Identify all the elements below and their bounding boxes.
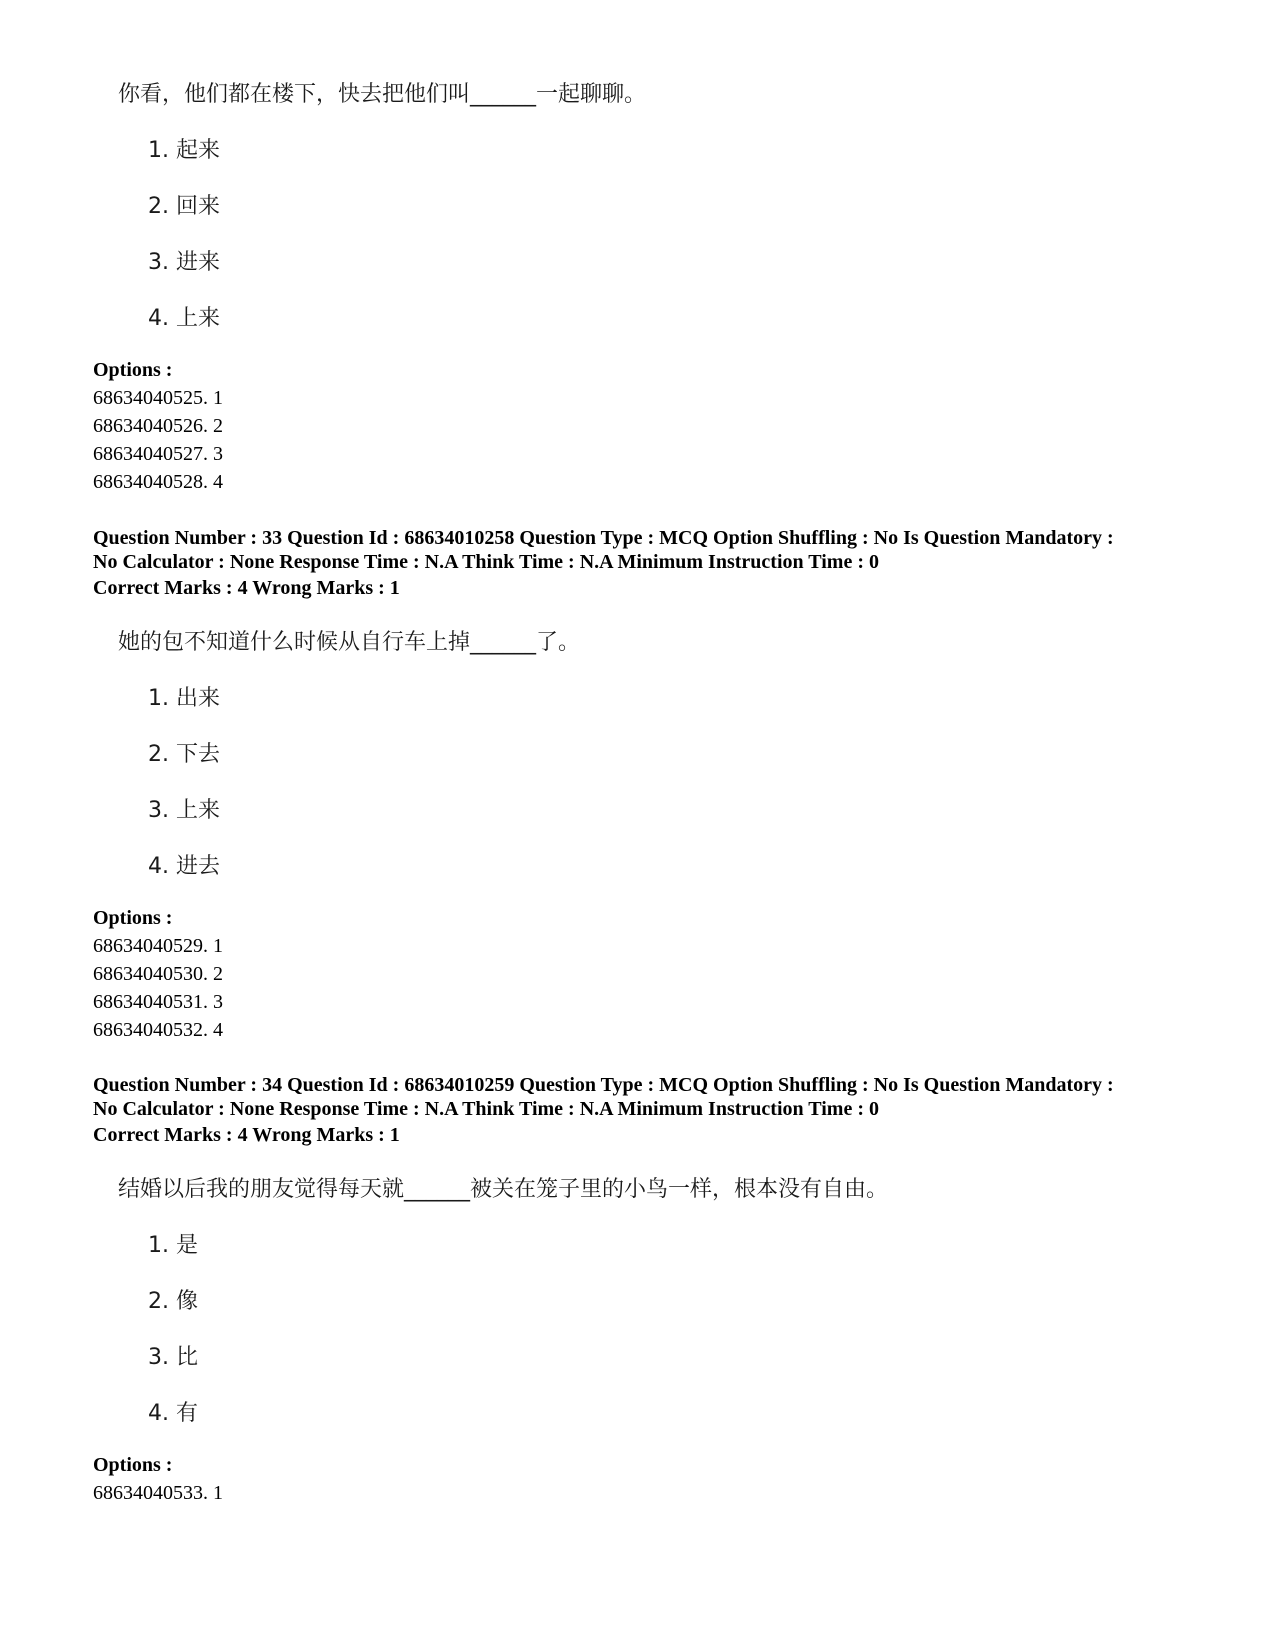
question-meta-line-1: Question Number : 34 Question Id : 68634010259 Question Type : MCQ Option Shuffling : No Is Question Mandatory : — [93, 1074, 1114, 1096]
option-id-4: 68634040528. 4 — [93, 471, 223, 493]
choice-2: 2. 下去 — [148, 742, 220, 767]
choice-1: 1. 起来 — [148, 138, 220, 163]
option-id-2: 68634040530. 2 — [93, 963, 223, 985]
options-label: Options : — [93, 359, 173, 381]
choice-3: 3. 比 — [148, 1345, 198, 1370]
question-meta-line-2: No Calculator : None Response Time : N.A Think Time : N.A Minimum Instruction Time : 0 — [93, 551, 879, 573]
choice-2: 2. 回来 — [148, 194, 220, 219]
choice-3: 3. 上来 — [148, 798, 220, 823]
option-id-3: 68634040527. 3 — [93, 443, 223, 465]
option-id-1: 68634040533. 1 — [93, 1482, 223, 1504]
options-label: Options : — [93, 907, 173, 929]
choice-1: 1. 是 — [148, 1233, 198, 1258]
question-stem: 她的包不知道什么时候从自行车上掉______了。 — [118, 630, 581, 655]
option-id-2: 68634040526. 2 — [93, 415, 223, 437]
choice-4: 4. 上来 — [148, 306, 220, 331]
option-id-1: 68634040529. 1 — [93, 935, 223, 957]
question-meta — [93, 526, 1213, 574]
choice-1: 1. 出来 — [148, 686, 220, 711]
option-id-1: 68634040525. 1 — [93, 387, 223, 409]
question-meta-line-2: No Calculator : None Response Time : N.A Think Time : N.A Minimum Instruction Time : 0 — [93, 1098, 879, 1120]
question-stem: 结婚以后我的朋友觉得每天就______被关在笼子里的小鸟一样，根本没有自由。 — [118, 1177, 889, 1202]
options-label: Options : — [93, 1454, 173, 1476]
choice-3: 3. 进来 — [148, 250, 220, 275]
question-marks: Correct Marks : 4 Wrong Marks : 1 — [93, 1124, 400, 1146]
question-stem: 你看，他们都在楼下，快去把他们叫______一起聊聊。 — [118, 82, 647, 107]
choice-2: 2. 像 — [148, 1289, 198, 1314]
option-id-3: 68634040531. 3 — [93, 991, 223, 1013]
choice-4: 4. 有 — [148, 1401, 198, 1426]
question-meta-line-1: Question Number : 33 Question Id : 68634010258 Question Type : MCQ Option Shuffling : No Is Question Mandatory : — [93, 527, 1114, 549]
question-marks: Correct Marks : 4 Wrong Marks : 1 — [93, 577, 400, 599]
choice-4: 4. 进去 — [148, 854, 220, 879]
question-meta — [93, 1073, 1213, 1121]
option-id-4: 68634040532. 4 — [93, 1019, 223, 1041]
